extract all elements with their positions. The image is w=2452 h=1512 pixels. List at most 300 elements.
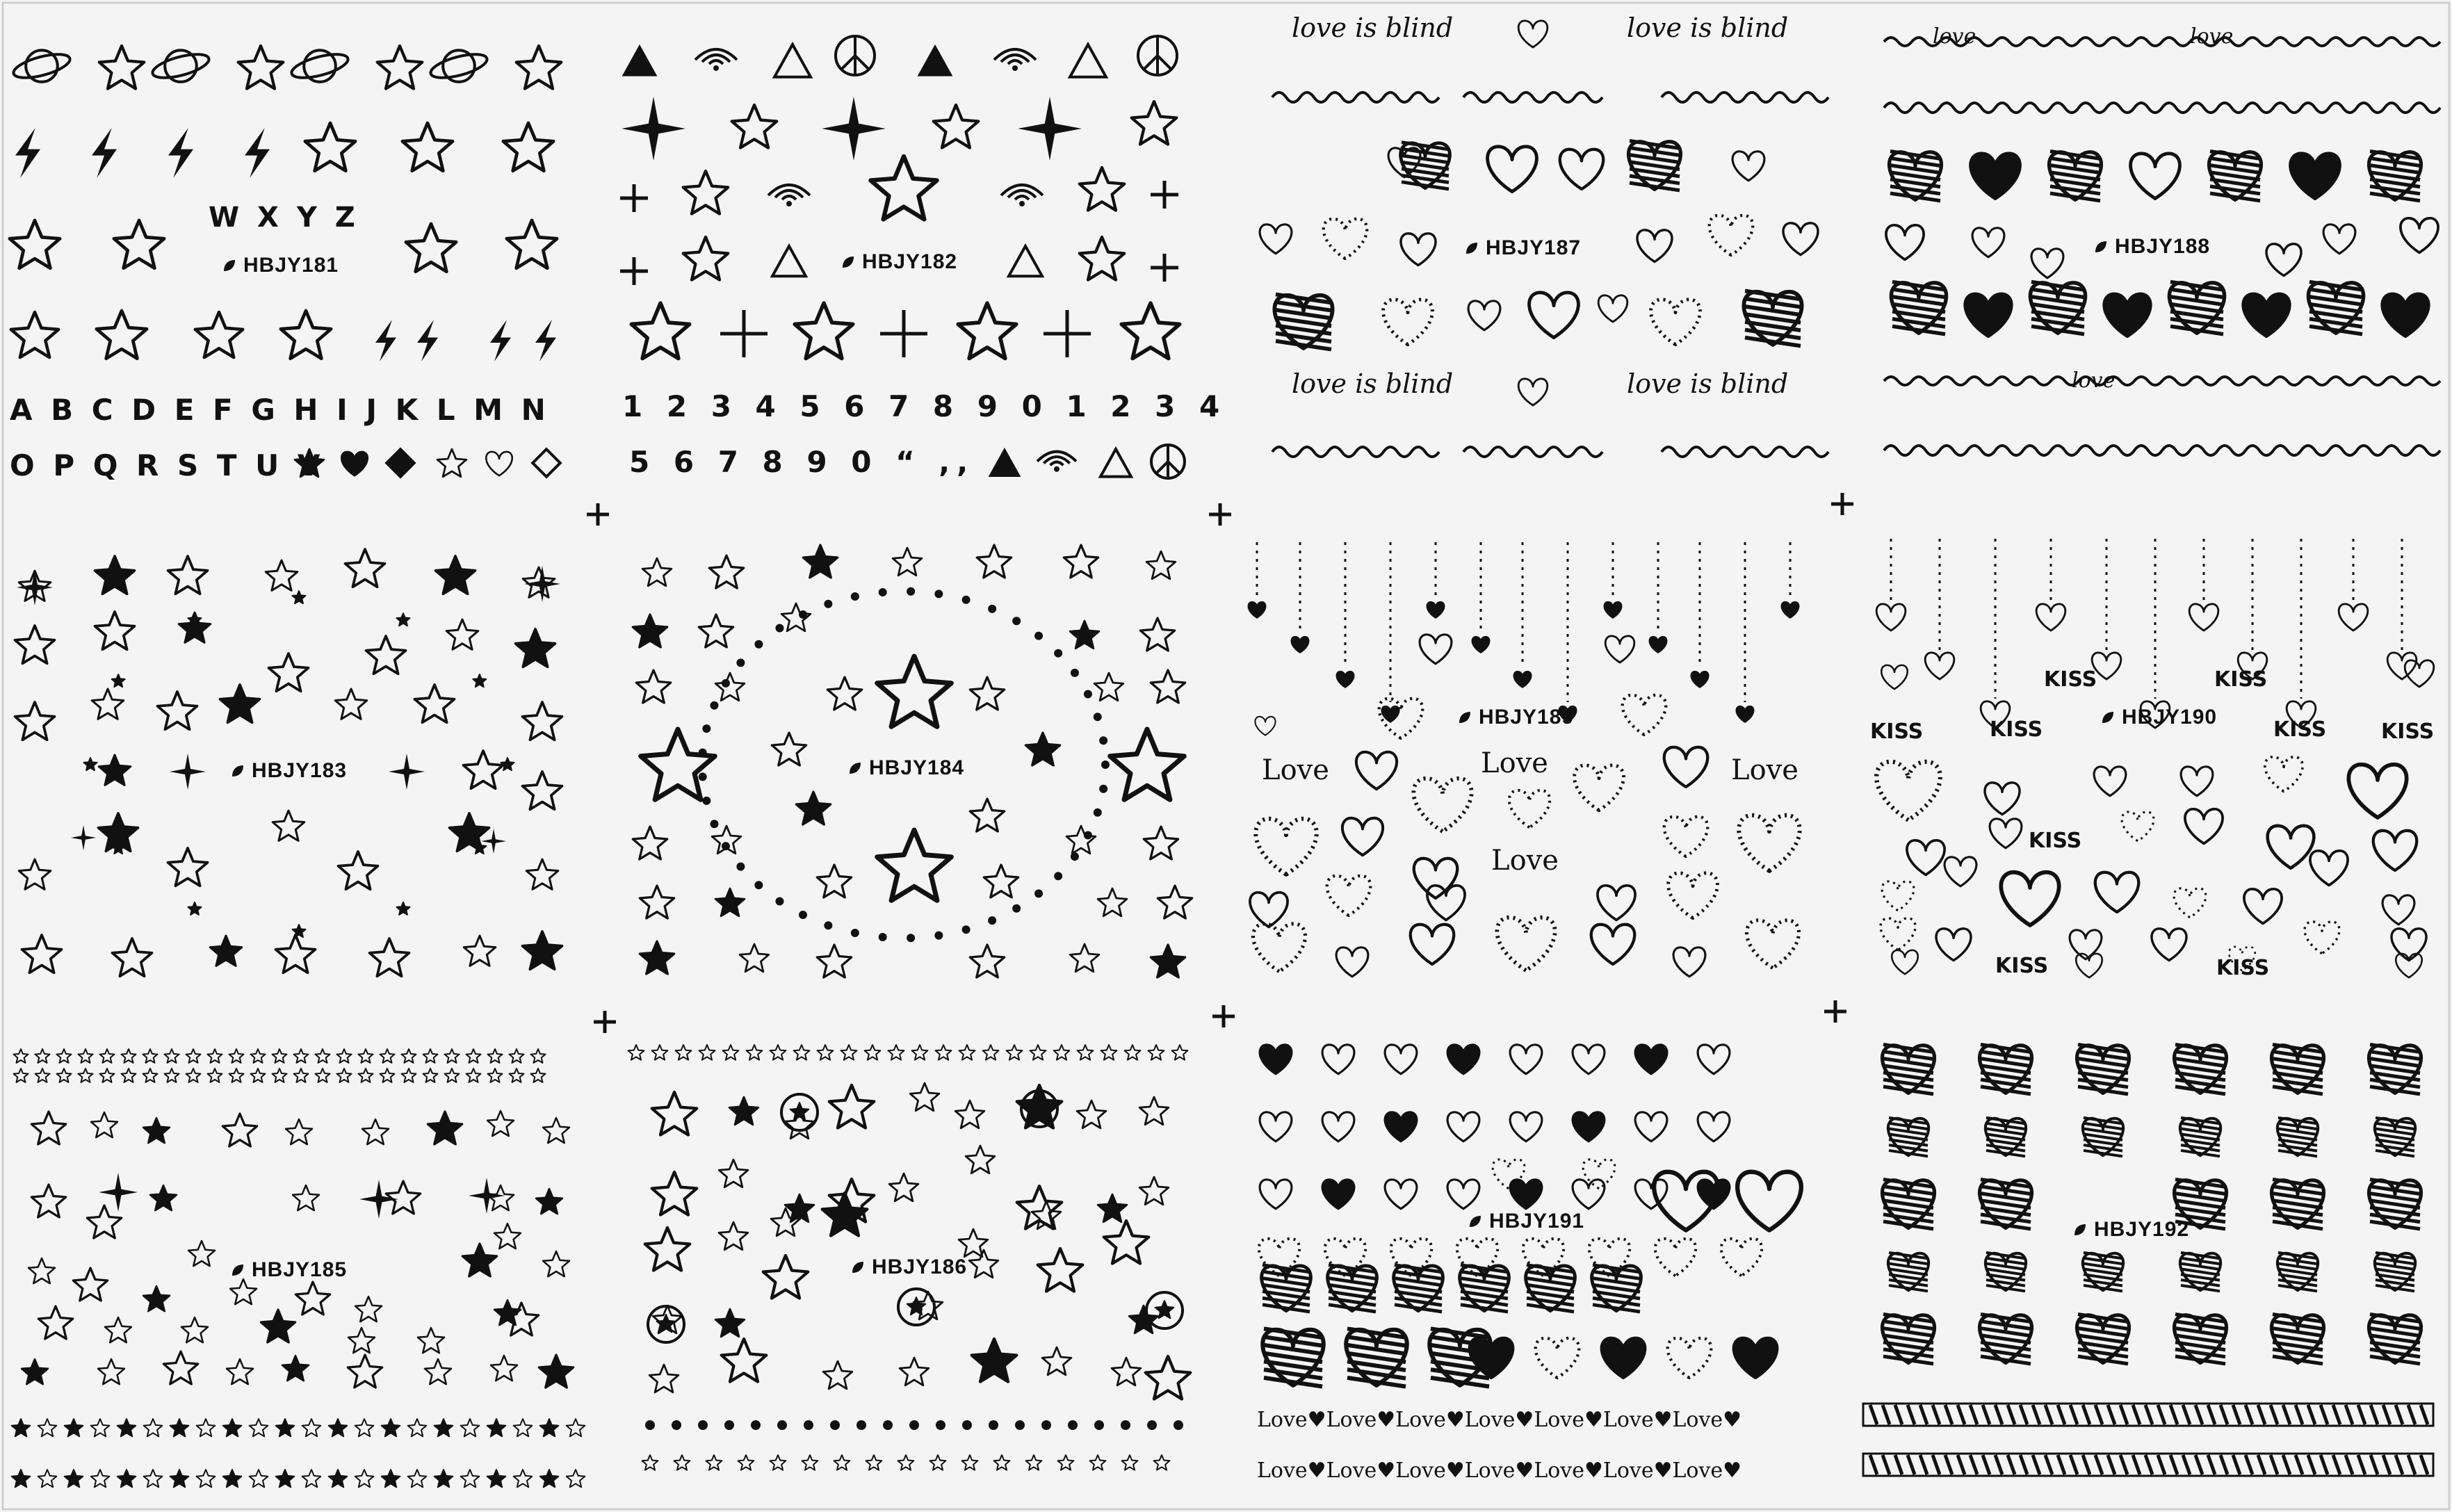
zebra-stripe (2283, 1455, 2290, 1474)
zebra-stripe (1958, 1405, 1965, 1424)
zebra-stripe (2108, 1405, 2115, 1424)
lightning-icon (245, 128, 270, 178)
heart-icon (1260, 225, 1292, 254)
zebra-stripe (2421, 1405, 2428, 1424)
zebra-stripe (2083, 1405, 2090, 1424)
star-icon (31, 1112, 65, 1144)
star-icon (1140, 618, 1174, 651)
word-kiss: KISS (1990, 717, 2043, 742)
star-icon (1094, 673, 1123, 701)
zebra-stripe (2058, 1455, 2065, 1474)
heart-icon (1664, 817, 1707, 856)
heart-icon (1249, 602, 1266, 618)
star-icon (38, 1419, 57, 1436)
heart-icon (1497, 918, 1554, 970)
script-love-is-blind: love is blind (1627, 368, 1789, 399)
heart-icon (1881, 918, 1915, 950)
zebra-stripe (2371, 1405, 2378, 1424)
star-icon (488, 1068, 503, 1082)
star-icon (143, 1118, 170, 1143)
heart-icon (1944, 857, 1976, 886)
heart-icon (2131, 154, 2180, 199)
star-icon (337, 1068, 352, 1082)
leaf-icon (2093, 238, 2109, 255)
triangle-icon (991, 450, 1018, 475)
star-icon (316, 1049, 330, 1063)
zebra-stripe (2095, 1455, 2102, 1474)
star-icon (1054, 1045, 1070, 1060)
zebra-stripe (2246, 1405, 2252, 1424)
heart-icon (1260, 1180, 1292, 1209)
sparkle-icon (822, 97, 886, 161)
star-icon (38, 1306, 72, 1339)
star-icon (794, 1045, 810, 1060)
peace-icon (1156, 462, 1168, 473)
zebra-stripe (2045, 1455, 2052, 1474)
code-hbjy181: HBJY181 (221, 254, 339, 277)
star-icon (649, 1365, 679, 1392)
star-icon (181, 1317, 208, 1342)
heart-icon (1623, 695, 1666, 735)
star-icon (642, 558, 672, 586)
zebra-stripe (1870, 1405, 1877, 1424)
star-icon (366, 636, 406, 674)
star-icon (531, 1049, 546, 1063)
love-heart-row: Love♥Love♥Love♥Love♥Love♥Love♥Love♥ (1257, 1458, 1742, 1483)
zebra-stripe (1945, 1455, 1952, 1474)
star-icon (170, 1470, 189, 1487)
zebra-stripe (2208, 1455, 2215, 1474)
dot-icon (1094, 713, 1102, 721)
heart-icon (1783, 223, 1818, 255)
heart-icon (2174, 888, 2206, 918)
star-icon (640, 941, 674, 974)
zebra-stripe (1958, 1455, 1965, 1474)
star-icon (19, 859, 51, 889)
heart-icon (1385, 1180, 1417, 1209)
word-kiss: KISS (1995, 954, 2049, 978)
zebra-stripe (2271, 1455, 2278, 1474)
star-icon (841, 1045, 857, 1060)
zebra-stripe (2333, 1455, 2340, 1474)
leaf-icon (229, 1262, 246, 1278)
lightning-icon (15, 128, 40, 178)
star-icon (168, 556, 208, 594)
zebra-stripe (2358, 1405, 2365, 1424)
dot-icon (824, 921, 832, 929)
star-icon (699, 1045, 715, 1060)
star-icon (507, 220, 557, 268)
star-icon (163, 1351, 197, 1384)
star-icon (302, 1470, 321, 1487)
zebra-stripe (2421, 1455, 2428, 1474)
dot-icon (724, 1420, 734, 1430)
star-icon (348, 1328, 375, 1353)
zebra-stripe (2233, 1405, 2240, 1424)
heart-icon (1427, 602, 1445, 618)
heart-icon (1510, 1045, 1542, 1074)
heart-icon (2382, 294, 2429, 336)
heart-icon (1669, 873, 1718, 918)
heart-icon (1673, 948, 1705, 977)
star-icon (230, 1279, 257, 1304)
star-icon (772, 733, 806, 765)
dot-icon (879, 588, 887, 596)
peace-icon (1168, 462, 1180, 473)
star-icon (1030, 1045, 1046, 1060)
zebra-stripe (2070, 1455, 2077, 1474)
star-icon (100, 1068, 115, 1082)
heart-icon (1518, 21, 1548, 47)
heart-icon (2152, 929, 2186, 961)
star-icon (1144, 827, 1178, 859)
zebra-stripe (2133, 1405, 2140, 1424)
star-icon (491, 1356, 517, 1381)
star-icon (1139, 1177, 1169, 1205)
heart-icon (2323, 225, 2355, 254)
leaf-icon (847, 760, 863, 777)
heart-icon (1385, 1112, 1417, 1141)
letters-a-to-n: A B C D E F G H I J K L M N (10, 393, 550, 427)
heart-icon (1322, 1112, 1354, 1141)
dot-icon (698, 1420, 708, 1430)
star-icon (79, 1049, 93, 1063)
star-icon (150, 1185, 177, 1210)
star-icon (165, 1049, 179, 1063)
triangle-icon (1070, 44, 1106, 77)
wifi-icon (1012, 65, 1018, 71)
star-icon (984, 865, 1018, 897)
peace-icon (1158, 56, 1171, 70)
leaf-icon (840, 254, 856, 270)
heart-icon (2268, 826, 2314, 868)
heartbeat-line (1272, 447, 1439, 457)
dot-icon (672, 1420, 681, 1430)
heart-icon (2189, 604, 2218, 631)
zebra-stripe (2396, 1405, 2403, 1424)
star-icon (377, 46, 423, 89)
star-icon (567, 1470, 585, 1487)
star-icon (223, 1470, 242, 1487)
star-icon (803, 545, 837, 578)
star-icon (144, 1470, 163, 1487)
star-icon (348, 1355, 382, 1388)
zebra-stripe (2058, 1405, 2065, 1424)
star-icon (1122, 1455, 1138, 1470)
zebra-stripe (2008, 1405, 2015, 1424)
star-icon (435, 1470, 453, 1487)
leaf-icon (1463, 240, 1480, 257)
heart-icon (2244, 889, 2282, 924)
star-icon (99, 755, 131, 785)
dot-icon (1099, 736, 1107, 745)
star-icon (179, 612, 211, 642)
heart-icon (1413, 779, 1471, 831)
star-icon (91, 1112, 117, 1137)
heart-icon (2396, 954, 2421, 977)
star-icon (445, 1049, 460, 1063)
heart-icon (1605, 636, 1634, 662)
heart-icon (1655, 1239, 1696, 1276)
dot-icon (830, 1420, 840, 1430)
star-icon (818, 1045, 834, 1060)
heartbeat-line (1884, 377, 2440, 385)
zebra-stripe (2170, 1405, 2177, 1424)
heart-icon (1747, 920, 1799, 968)
star-icon (531, 1068, 546, 1082)
zebra-stripe (2195, 1455, 2202, 1474)
planet-icon (428, 49, 489, 82)
star-icon (293, 1185, 319, 1210)
heart-icon (1575, 765, 1624, 811)
heart-icon (1602, 1338, 1645, 1378)
star-icon (709, 555, 743, 588)
star-icon (73, 1268, 107, 1301)
star-icon (536, 1189, 562, 1214)
star-icon (220, 685, 260, 722)
zebra-stripe (2296, 1455, 2303, 1474)
star-icon (645, 1228, 690, 1271)
star-icon (57, 1068, 72, 1082)
heart-icon (2305, 922, 2339, 954)
star-icon (1146, 1356, 1191, 1399)
star-icon (408, 1419, 427, 1436)
script-love: love (1933, 24, 1976, 49)
star-icon (763, 1255, 809, 1299)
star-icon (747, 1045, 763, 1060)
heart-icon (1260, 1112, 1292, 1141)
star-icon (970, 945, 1004, 977)
zebra-stripe (2020, 1405, 2027, 1424)
star-icon (1154, 1455, 1170, 1470)
star-icon (628, 1045, 644, 1060)
star-icon (514, 1470, 533, 1487)
dot-icon (702, 724, 711, 733)
dot-icon (824, 600, 832, 608)
sparkle-icon (469, 1178, 505, 1214)
sparkle-icon (170, 754, 206, 790)
heart-icon (1292, 637, 1309, 653)
sparkle-icon (1018, 97, 1082, 161)
heart-icon (2387, 653, 2417, 679)
script-love: love (2190, 24, 2234, 49)
heart-icon (1510, 1112, 1542, 1141)
star-icon (57, 1049, 72, 1063)
star-icon (197, 1470, 216, 1487)
zebra-stripe (1933, 1405, 1940, 1424)
star-icon (397, 902, 410, 915)
star-icon (683, 237, 729, 280)
heart-icon (1739, 815, 1799, 871)
star-icon (1110, 729, 1185, 799)
star-icon (250, 1470, 268, 1487)
star-icon (276, 935, 316, 973)
dot-icon (1012, 617, 1021, 625)
zebra-stripe (1895, 1405, 1902, 1424)
dot-icon (907, 934, 915, 942)
star-icon (144, 1419, 163, 1436)
star-icon (329, 1419, 348, 1436)
zebra-stripe (2408, 1455, 2415, 1474)
star-icon (276, 1419, 295, 1436)
star-icon (1151, 945, 1185, 977)
heart-icon (1737, 1172, 1801, 1230)
heart-icon (1637, 230, 1672, 262)
star-icon (445, 1068, 460, 1082)
star-icon (208, 1068, 222, 1082)
dot-icon (1084, 690, 1092, 699)
star-icon (972, 1339, 1017, 1382)
star-icon (229, 1049, 244, 1063)
wifi-icon (709, 60, 723, 64)
diamond-icon (533, 449, 560, 477)
heart-icon (1260, 1045, 1292, 1074)
zebra-stripe (2033, 1405, 2040, 1424)
zebra-stripe (2258, 1455, 2265, 1474)
star-icon (1098, 888, 1127, 916)
star-icon (1090, 1455, 1106, 1470)
zebra-stripe (2383, 1405, 2390, 1424)
heart-icon (1721, 1239, 1762, 1276)
heart-icon (2122, 812, 2154, 841)
heart-icon (1337, 672, 1354, 688)
code-hbjy188: HBJY188 (2093, 235, 2210, 259)
sheet-border (3, 3, 2449, 1509)
star-icon (877, 656, 952, 726)
star-icon (823, 1361, 852, 1389)
word-kiss: KISS (2029, 829, 2082, 853)
script-love-is-blind: love is blind (1627, 13, 1789, 43)
dot-icon (988, 916, 996, 925)
heart-icon (1965, 294, 2012, 336)
zebra-stripe (2120, 1455, 2127, 1474)
star-icon (92, 689, 124, 719)
dot-icon (1034, 889, 1043, 897)
star-icon (415, 685, 455, 722)
zebra-stripe (2271, 1405, 2278, 1424)
star-icon (223, 1419, 242, 1436)
star-icon (770, 1045, 786, 1060)
heart-icon (1488, 147, 1537, 192)
code-hbjy189: HBJY189 (1456, 706, 1574, 729)
heart-icon (1882, 881, 1914, 911)
heart-icon (1327, 876, 1370, 916)
zebra-stripe (2333, 1405, 2340, 1424)
star-icon (406, 224, 456, 272)
star-icon (1098, 1194, 1127, 1222)
dot-icon (1101, 761, 1110, 769)
star-icon (281, 311, 331, 359)
star-icon (888, 1045, 904, 1060)
zebra-stripe (2346, 1405, 2353, 1424)
code-hbjy187: HBJY187 (1463, 236, 1581, 260)
heart-icon (1253, 924, 1306, 972)
zebra-stripe (1908, 1405, 1915, 1424)
star-icon (912, 1045, 928, 1060)
star-icon (1129, 1306, 1158, 1333)
star-icon (1172, 1045, 1188, 1060)
wifi-icon (1050, 462, 1064, 466)
lightning-icon (168, 128, 193, 178)
zebra-stripe (2220, 1405, 2227, 1424)
zebra-stripe (2095, 1405, 2102, 1424)
star-icon (87, 1205, 121, 1238)
star-icon (359, 1068, 373, 1082)
star-icon (1151, 670, 1185, 703)
star-icon (316, 1068, 330, 1082)
star-icon (1025, 733, 1059, 765)
zebra-stripe (1908, 1455, 1915, 1474)
star-icon (117, 1419, 136, 1436)
star-icon (715, 888, 745, 916)
zebra-stripe (2321, 1455, 2328, 1474)
zebra-stripe (2183, 1455, 2190, 1474)
star-icon (817, 945, 851, 977)
heart-icon (1605, 602, 1622, 618)
heart-icon (1651, 300, 1700, 345)
heart-icon (1591, 925, 1634, 964)
code-hbjy186: HBJY186 (850, 1255, 967, 1279)
star-icon (408, 1470, 427, 1487)
star-icon (652, 1092, 697, 1135)
zebra-stripe (2070, 1405, 2077, 1424)
star-icon (122, 1049, 136, 1063)
star-icon (122, 1068, 136, 1082)
star-icon (35, 1049, 50, 1063)
code-hbjy192: HBJY192 (2072, 1218, 2189, 1242)
star-icon (464, 936, 496, 966)
sparkle-icon (389, 754, 425, 790)
code-hbjy183: HBJY183 (229, 759, 347, 783)
star-icon (114, 220, 164, 268)
heart-icon (1518, 379, 1548, 405)
heart-icon (2094, 767, 2126, 796)
heart-icon (1886, 225, 1924, 260)
star-icon (294, 1068, 309, 1082)
star-icon (461, 1470, 480, 1487)
heart-icon (2348, 765, 2406, 818)
heart-icon (2001, 872, 2059, 925)
love-heart-row: Love♥Love♥Love♥Love♥Love♥Love♥Love♥ (1257, 1408, 1742, 1432)
star-icon (266, 560, 298, 590)
star-icon (380, 1068, 395, 1082)
star-icon (428, 1112, 462, 1144)
heart-icon (1907, 840, 1944, 875)
zebra-stripe (1920, 1405, 1927, 1424)
star-icon (403, 123, 453, 171)
zebra-stripe (2170, 1455, 2177, 1474)
star-icon (642, 1455, 658, 1470)
heart-icon (486, 452, 512, 475)
zebra-stripe (2133, 1455, 2140, 1474)
star-icon (674, 1455, 690, 1470)
heart-icon (2291, 154, 2340, 199)
star-icon (722, 1339, 767, 1382)
dot-icon (1099, 785, 1107, 793)
star-icon (1066, 826, 1096, 854)
star-icon (516, 629, 555, 667)
heart-icon (1342, 818, 1383, 855)
star-icon (958, 303, 1016, 359)
heart-icon (2036, 604, 2065, 631)
dot-icon (1071, 669, 1079, 677)
star-icon (503, 123, 553, 171)
dot-icon (1041, 1420, 1051, 1430)
lightning-icon (490, 320, 511, 361)
star-icon (65, 1470, 83, 1487)
leaf-icon (1456, 709, 1473, 726)
heart-icon (1782, 602, 1799, 618)
